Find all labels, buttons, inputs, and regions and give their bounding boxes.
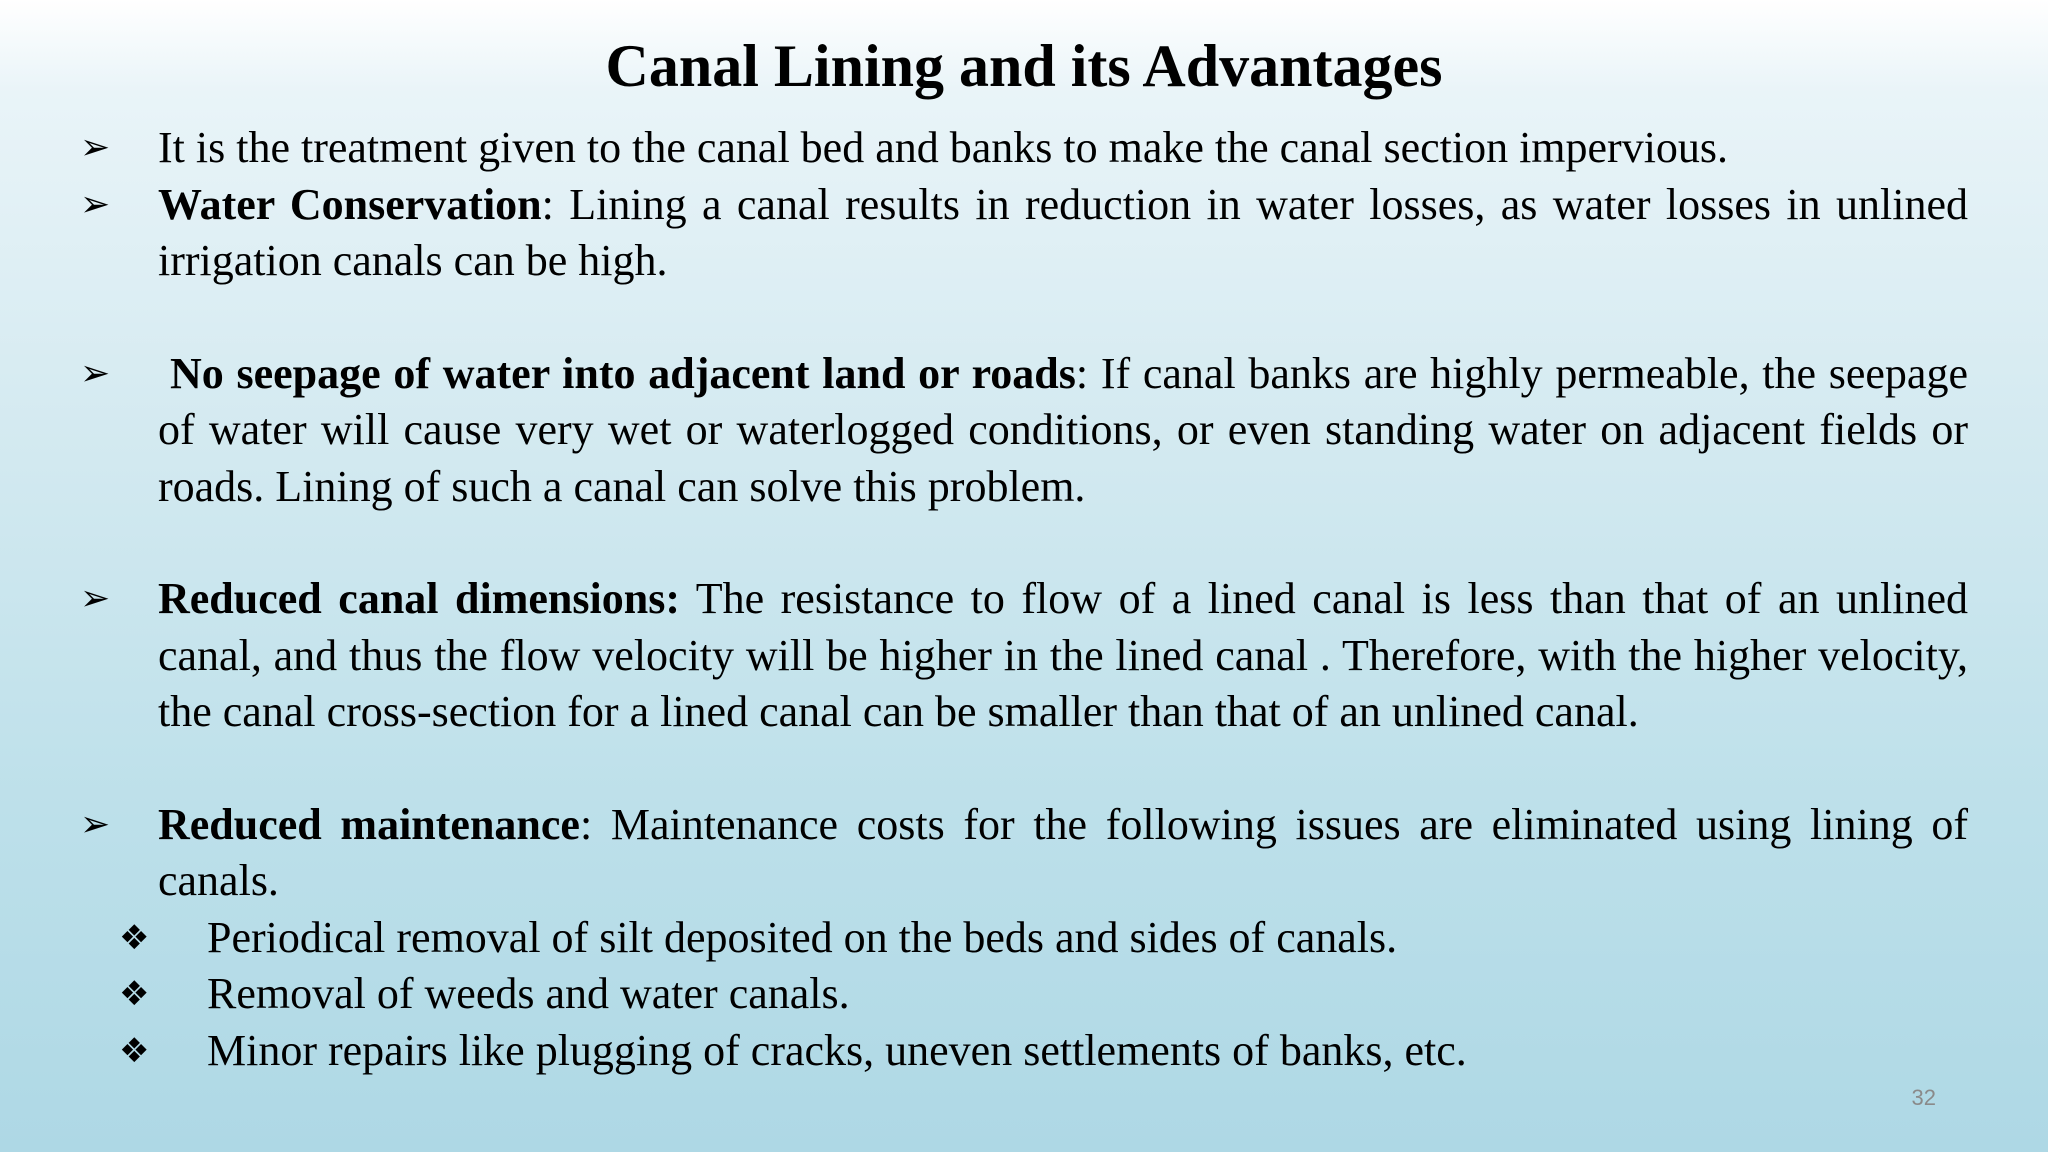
arrowhead-bullet-icon: ➢ [80, 127, 111, 168]
bullet-definition [80, 120, 1968, 177]
bullet-text: The resistance to flow of a lined canal is less than that of an unlined canal, and thus the flow velocity will be higher in the lined canal . Therefore, with the higher velocity, the canal cross-section for a lined canal can be smaller than that of an unlined canal. [158, 574, 1968, 736]
bullet-reduced-dimensions [80, 571, 1968, 741]
sub-bullet-text: Periodical removal of silt deposited on the beds and sides of canals. [207, 912, 1398, 962]
bullet-text: : If canal banks are highly permeable, the seepage of water will cause very wet or waterlogged conditions, or even standing water on adjacent fields or roads. Lining of such a canal can solve this problem. [158, 348, 1968, 511]
slide-content [0, 120, 2048, 1079]
bullet-no-seepage [80, 346, 1968, 516]
sub-bullet-minor-repairs [119, 1023, 1907, 1080]
slide-page-number: 32 [1911, 1085, 1936, 1110]
sub-bullet-text: Removal of weeds and water canals. [207, 969, 850, 1018]
sub-bullet-weed-removal [119, 966, 1907, 1023]
bullet-text: : Lining a canal results in reduction in water losses, as water losses in unlined irrigation canals can be high. [158, 179, 1968, 285]
bullet-heading: Water Conservation [158, 179, 542, 229]
diamond-star-bullet-icon: ❖ [119, 1030, 150, 1071]
bullet-heading: Reduced canal dimensions: [158, 574, 680, 623]
bullet-reduced-maintenance [80, 797, 1968, 910]
arrowhead-bullet-icon: ➢ [80, 183, 111, 225]
bullet-water-conservation [80, 177, 1968, 290]
arrowhead-bullet-icon: ➢ [80, 803, 111, 845]
bullet-text: It is the treatment given to the canal bed and banks to make the canal section impervious. [158, 123, 1729, 172]
diamond-star-bullet-icon: ❖ [119, 974, 150, 1014]
sub-bullet-silt-removal [119, 910, 1907, 967]
arrowhead-bullet-icon: ➢ [80, 578, 111, 619]
diamond-star-bullet-icon: ❖ [119, 917, 150, 958]
bullet-text: : Maintenance costs for the following issues are eliminated using lining of canals. [158, 799, 1968, 905]
arrowhead-bullet-icon: ➢ [80, 352, 111, 394]
slide-title: Canal Lining and its Advantages [605, 33, 1443, 99]
bullet-heading: No seepage of water into adjacent land or roads [170, 348, 1076, 398]
sub-bullet-text: Minor repairs like plugging of cracks, uneven settlements of banks, etc. [207, 1025, 1467, 1075]
bullet-heading: Reduced maintenance [158, 799, 580, 849]
